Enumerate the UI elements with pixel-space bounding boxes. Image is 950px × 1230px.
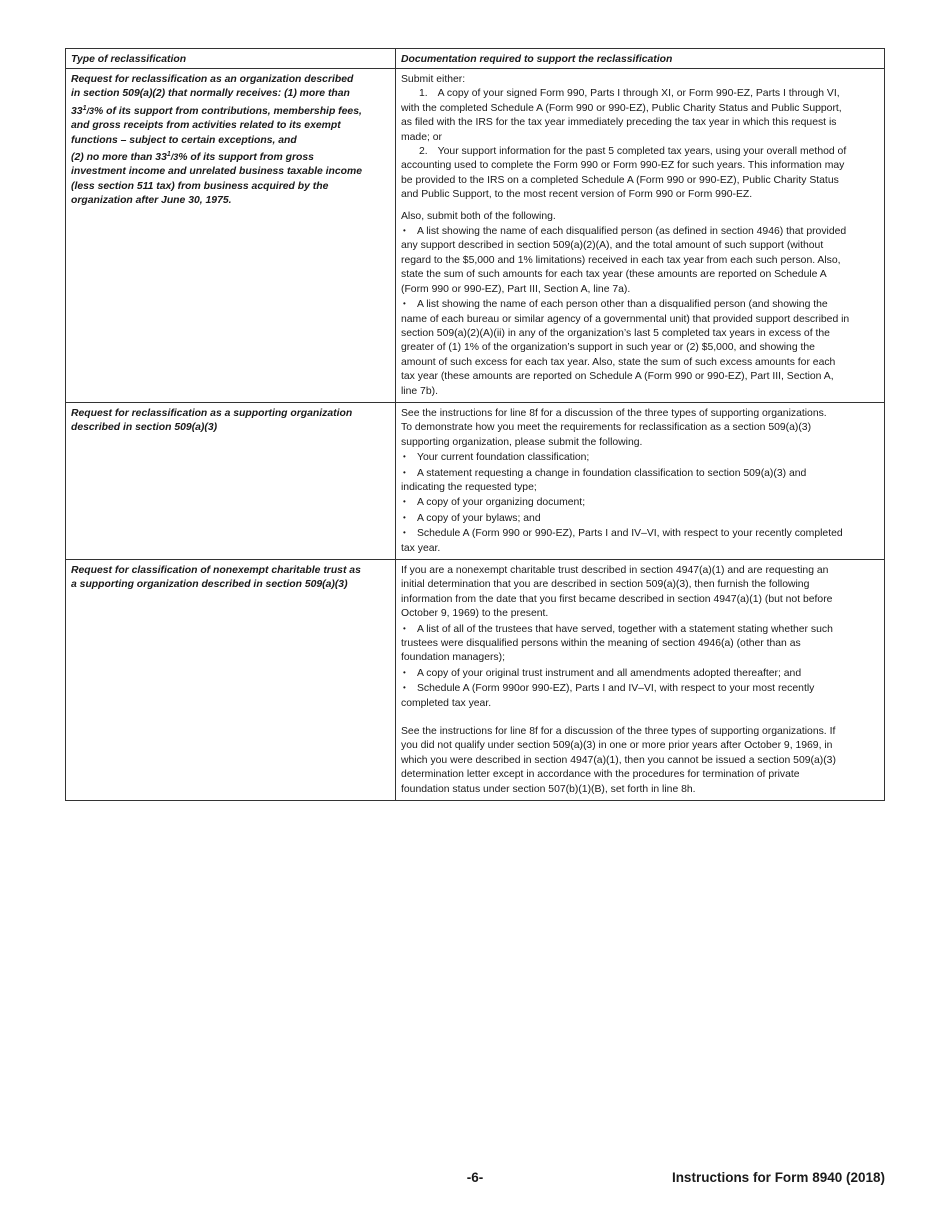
text-line: which you were described in section 4947(a)(1), then you cannot be issued a section 509(a)(3) [401,754,836,766]
bullet-item [401,224,881,297]
text-line: completed tax year. [401,697,492,709]
text-run: (2) no more than [71,152,156,164]
fraction-denominator: /3 [170,152,179,163]
text-line [401,666,881,681]
text-line: Request for classification of nonexempt charitable trust as [71,565,361,576]
bullet-icon: • [403,299,406,309]
text-line: any support described in section 509(a)(2)(A), and the total amount of such support (without [401,240,824,252]
text-line: If you are a nonexempt charitable trust described in section 4947(a)(1) and are requesting an [401,565,829,576]
text-line: and Public Support, to the most recent version of Form 990 or Form 990-EZ. [401,189,753,201]
text-line: as filed with the IRS for the tax year immediately preceding the tax year in which this request is [401,117,837,129]
text-line: (less section 511 tax) from business acquired by the [71,180,329,192]
text-run: A statement requesting a change in foundation classification to section 509(a)(3) and [417,467,807,479]
text-line: To demonstrate how you meet the requirements for reclassification as a section 509(a)(3) [401,422,812,434]
bullet-icon: • [403,497,406,507]
text-run: A list showing the name of each disqualified person (as defined in section 4946) that provided [417,226,847,238]
fraction-whole: 33 [71,105,83,117]
text-line: section 509(a)(2)(A)(ii) in any of the organization’s last 5 completed tax years in excess of the [401,327,830,339]
table-row [66,402,885,559]
text-line: functions – subject to certain exceptions, and [71,134,297,146]
spacer [401,711,881,725]
text-line: Also, submit both of the following. [401,210,556,222]
text-line: (Form 990 or 990-EZ), Part III, Section A, line 7a). [401,283,631,295]
column-header-type: Type of reclassification [66,49,396,69]
text-line [401,450,881,465]
reclassification-type-509a2 [66,69,396,403]
numbered-item-1 [401,87,881,145]
text-line: initial determination that you are described in section 509(a)(3), then furnish the following [401,579,810,591]
text-line [401,495,881,510]
documentation-509a2 [396,69,885,403]
text-run: Schedule A (Form 990or 990-EZ), Parts I and IV–VI, with respect to your most recently [417,683,815,695]
text-line: organization after June 30, 1975. [71,195,232,207]
text-line [401,511,881,526]
text-line: foundation managers); [401,652,505,664]
classification-type-nonexempt-trust [66,560,396,801]
document-title-footer: Instructions for Form 8940 (2018) [671,1170,885,1185]
text-line [401,681,881,696]
bullet-icon: • [403,226,406,236]
text-line: amount of such excess for each tax year. Also, state the sum of such excess amounts for each [401,356,836,368]
text-line: be provided to the IRS on a completed Schedule A (Form 990 or 990-EZ), Public Charity Status [401,174,839,186]
spacer [401,203,881,210]
text-line: tax year (these amounts are reported on Schedule A (Form 990 or 990-EZ), Part III, Section A, [401,371,834,383]
text-run: A copy of your organizing document; [417,497,586,509]
text-line: name of each bureau or similar agency of a governmental unit) that provided support described in [401,313,850,325]
fraction-numerator: 1 [166,151,171,159]
numbered-item-2 [401,145,881,203]
text-run: Your current foundation classification; [417,452,590,464]
text-line: investment income and unrelated business taxable income [71,166,363,178]
text-line: information from the date that you first became described in section 4947(a)(1) (but not before [401,593,833,605]
text-line [401,622,881,637]
text-line: with the completed Schedule A (Form 990 or 990-EZ), Public Charity Status and Public Support, [401,102,842,114]
documentation-509a3 [396,402,885,559]
text-line [401,297,881,312]
text-run: A list showing the name of each person other than a disqualified person (and showing the [417,299,828,311]
fraction-whole: 33 [155,152,167,164]
text-line: Request for reclassification as a supporting organization [71,407,353,419]
text-line: and gross receipts from activities related to its exempt [71,120,341,132]
text-line [401,526,881,541]
reclassification-table [65,48,885,801]
table-row [66,560,885,801]
text-line: supporting organization, please submit the following. [401,436,643,448]
bullet-icon: • [403,467,406,477]
text-line [401,87,881,101]
bullet-icon: • [403,683,406,693]
text-line: indicating the requested type; [401,481,537,493]
text-line: made; or [401,131,443,143]
bullet-icon: • [403,528,406,538]
text-line: line 7b). [401,385,438,397]
text-run: Schedule A (Form 990 or 990-EZ), Parts I and IV–VI, with respect to your recently completed [417,528,843,540]
text-run: A copy of your signed Form 990, Parts I through XI, or Form 990-EZ, Parts I through VI, [437,88,840,100]
fraction [83,106,94,116]
text-line: regard to the $5,000 and 1% limitations) received in each tax year from each such person. Also, [401,254,841,266]
bullet-icon: • [403,512,406,522]
table-header-row [66,49,885,69]
text-run: % of its support from contributions, membership fees, [93,105,362,117]
text-run: A copy of your bylaws; and [417,512,541,524]
text-run: Your support information for the past 5 completed tax years, using your overall method of [437,146,847,158]
text-line: greater of (1) 1% of the organization’s support in such year or (2) $5,000, and showing the [401,342,815,354]
text-line: described in section 509(a)(3) [71,422,218,434]
text-line: Request for reclassification as an organization described [71,74,354,85]
text-line: Submit either: [401,74,466,85]
reclassification-type-509a3 [66,402,396,559]
text-line: tax year. [401,542,441,554]
text-line: foundation status under section 507(b)(1)(B), set forth in line 8h. [401,783,696,795]
text-line: October 9, 1969) to the present. [401,608,549,620]
text-line: See the instructions for line 8f for a discussion of the three types of supporting organizations. [401,407,827,419]
bullet-icon: • [403,452,406,462]
text-line [401,466,881,481]
item-number: 2. [419,146,428,158]
bullet-icon: • [403,623,406,633]
bullet-item [401,297,881,399]
text-run: % of its support from gross [178,152,314,164]
text-line: in section 509(a)(2) that normally receives: (1) more than [71,88,350,100]
text-line: trustees were disqualified persons within the meaning of section 4946(a) (other than as [401,638,801,650]
text-line: See the instructions for line 8f for a discussion of the three types of supporting organizations. If [401,726,836,738]
fraction [167,152,178,162]
fraction-numerator: 1 [82,104,87,112]
text-run: A copy of your original trust instrument and all amendments adopted thereafter; and [417,667,802,679]
bullet-icon: • [403,667,406,677]
text-line: a supporting organization described in section 509(a)(3) [71,579,348,591]
text-line [71,148,392,165]
item-number: 1. [419,88,428,100]
column-header-documentation: Documentation required to support the reclassification [396,49,885,69]
text-line: state the sum of such amounts for each tax year (these amounts are reported on Schedule A [401,269,827,281]
page-number: -6- [466,1170,484,1185]
text-run: A list of all of the trustees that have served, together with a statement stating whether such [417,623,833,635]
text-line: determination letter except in accordance with the procedures for termination of private [401,769,800,781]
text-line [71,102,392,119]
text-line [401,224,881,239]
text-line: you did not qualify under section 509(a)(3) in one or more prior years after October 9, 1969, in [401,740,833,752]
table-row [66,69,885,403]
text-line [401,145,881,159]
text-line: accounting used to complete the Form 990 or Form 990-EZ for such years. This information may [401,160,845,172]
fraction-denominator: /3 [86,105,94,116]
documentation-nonexempt-trust [396,560,885,801]
